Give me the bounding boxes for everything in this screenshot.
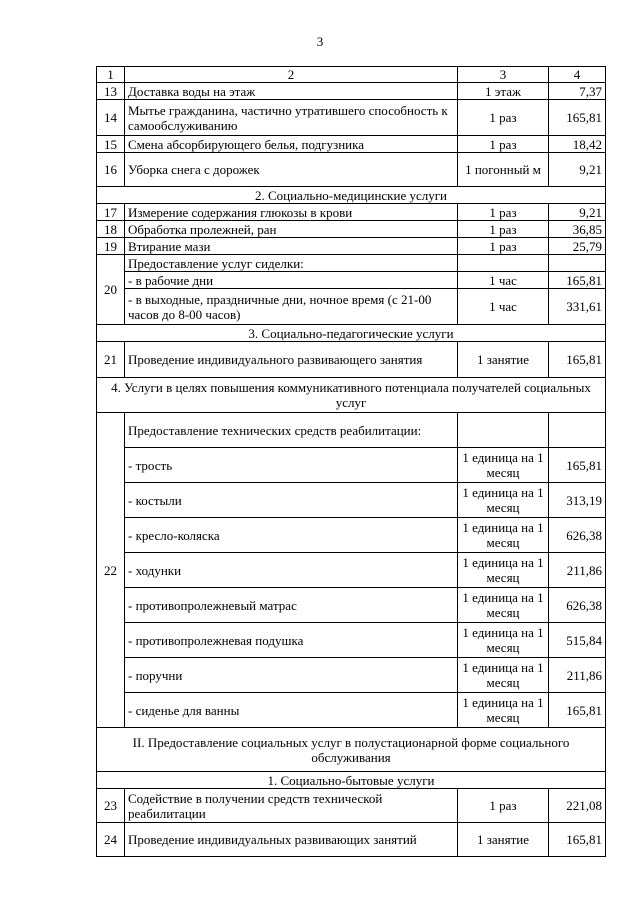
service-price: 515,84 xyxy=(549,623,606,658)
table-row xyxy=(97,789,606,823)
service-name: - поручни xyxy=(125,658,458,693)
service-unit: 1 единица на 1 месяц xyxy=(458,448,549,483)
service-price: 165,81 xyxy=(549,823,606,857)
sub-row xyxy=(97,272,606,289)
row-number: 15 xyxy=(97,136,125,153)
service-name: Уборка снега с дорожек xyxy=(125,153,458,187)
service-name: - противопролежневый матрас xyxy=(125,588,458,623)
service-unit: 1 единица на 1 месяц xyxy=(458,553,549,588)
service-price: 626,38 xyxy=(549,588,606,623)
service-name: Смена абсорбирующего белья, подгузника xyxy=(125,136,458,153)
service-unit: 1 этаж xyxy=(458,83,549,100)
empty-cell xyxy=(458,413,549,448)
row-number: 16 xyxy=(97,153,125,187)
section-row xyxy=(97,187,606,204)
service-unit: 1 занятие xyxy=(458,342,549,378)
service-unit: 1 единица на 1 месяц xyxy=(458,623,549,658)
table-header-row xyxy=(97,67,606,83)
empty-cell xyxy=(549,413,606,448)
table-row xyxy=(97,255,606,272)
service-unit: 1 раз xyxy=(458,789,549,823)
section-heading: 1. Социально-бытовые услуги xyxy=(97,772,606,789)
service-name: - кресло-коляска xyxy=(125,518,458,553)
sub-row xyxy=(97,693,606,728)
service-unit: 1 раз xyxy=(458,221,549,238)
sub-row xyxy=(97,658,606,693)
service-name: - костыли xyxy=(125,483,458,518)
service-price: 331,61 xyxy=(549,289,606,325)
service-name: Измерение содержания глюкозы в крови xyxy=(125,204,458,221)
sub-row xyxy=(97,289,606,325)
service-name: Проведение индивидуальных развивающих занятий xyxy=(125,823,458,857)
header-col-1: 1 xyxy=(97,67,125,83)
header-col-2: 2 xyxy=(125,67,458,83)
sub-row xyxy=(97,553,606,588)
service-unit: 1 раз xyxy=(458,238,549,255)
table-row xyxy=(97,204,606,221)
section-heading: 3. Социально-педагогические услуги xyxy=(97,325,606,342)
section-row xyxy=(97,378,606,413)
table-row xyxy=(97,100,606,136)
service-price: 9,21 xyxy=(549,153,606,187)
service-name: Доставка воды на этаж xyxy=(125,83,458,100)
service-unit: 1 час xyxy=(458,289,549,325)
service-name: - в выходные, праздничные дни, ночное время (с 21-00 часов до 8-00 часов) xyxy=(125,289,458,325)
service-unit: 1 единица на 1 месяц xyxy=(458,693,549,728)
header-col-3: 3 xyxy=(458,67,549,83)
sub-row xyxy=(97,518,606,553)
section-row xyxy=(97,728,606,772)
service-name: - сиденье для ванны xyxy=(125,693,458,728)
section-row xyxy=(97,325,606,342)
service-price: 18,42 xyxy=(549,136,606,153)
sub-row xyxy=(97,588,606,623)
service-name: Обработка пролежней, ран xyxy=(125,221,458,238)
row-number: 21 xyxy=(97,342,125,378)
service-name: - в рабочие дни xyxy=(125,272,458,289)
empty-cell xyxy=(549,255,606,272)
service-name: Содействие в получении средств технической реабилитации xyxy=(125,789,458,823)
tariff-table xyxy=(96,66,606,857)
empty-cell xyxy=(458,255,549,272)
service-price: 211,86 xyxy=(549,553,606,588)
row-number: 20 xyxy=(97,255,125,325)
service-price: 36,85 xyxy=(549,221,606,238)
table-row xyxy=(97,823,606,857)
service-unit: 1 единица на 1 месяц xyxy=(458,518,549,553)
service-price: 7,37 xyxy=(549,83,606,100)
service-price: 165,81 xyxy=(549,693,606,728)
service-name: Предоставление технических средств реабилитации: xyxy=(125,413,458,448)
table-row xyxy=(97,136,606,153)
service-price: 165,81 xyxy=(549,272,606,289)
service-unit: 1 раз xyxy=(458,136,549,153)
table-row xyxy=(97,342,606,378)
sub-row xyxy=(97,448,606,483)
service-price: 25,79 xyxy=(549,238,606,255)
service-unit: 1 единица на 1 месяц xyxy=(458,658,549,693)
service-unit: 1 раз xyxy=(458,100,549,136)
service-name: - трость xyxy=(125,448,458,483)
service-price: 9,21 xyxy=(549,204,606,221)
section-heading: II. Предоставление социальных услуг в полустационарной форме социального обслуживания xyxy=(97,728,606,772)
service-price: 626,38 xyxy=(549,518,606,553)
service-unit: 1 погонный м xyxy=(458,153,549,187)
section-row xyxy=(97,772,606,789)
page-number: 3 xyxy=(316,34,324,49)
table-row xyxy=(97,413,606,448)
service-name: Проведение индивидуального развивающего занятия xyxy=(125,342,458,378)
service-price: 221,08 xyxy=(549,789,606,823)
row-number: 19 xyxy=(97,238,125,255)
table-row xyxy=(97,83,606,100)
service-price: 211,86 xyxy=(549,658,606,693)
service-unit: 1 раз xyxy=(458,204,549,221)
service-name: Втирание мази xyxy=(125,238,458,255)
section-heading: 4. Услуги в целях повышения коммуникативного потенциала получателей социальных услуг xyxy=(97,378,606,413)
row-number: 17 xyxy=(97,204,125,221)
header-col-4: 4 xyxy=(549,67,606,83)
section-heading: 2. Социально-медицинские услуги xyxy=(97,187,606,204)
service-unit: 1 единица на 1 месяц xyxy=(458,483,549,518)
service-price: 165,81 xyxy=(549,342,606,378)
service-name: - ходунки xyxy=(125,553,458,588)
service-price: 165,81 xyxy=(549,448,606,483)
sub-row xyxy=(97,483,606,518)
table-row xyxy=(97,238,606,255)
row-number: 22 xyxy=(97,413,125,728)
service-price: 165,81 xyxy=(549,100,606,136)
service-price: 313,19 xyxy=(549,483,606,518)
sub-row xyxy=(97,623,606,658)
table-row xyxy=(97,153,606,187)
service-name: Предоставление услуг сиделки: xyxy=(125,255,458,272)
row-number: 23 xyxy=(97,789,125,823)
service-name: Мытье гражданина, частично утратившего способность к самообслуживанию xyxy=(125,100,458,136)
service-unit: 1 единица на 1 месяц xyxy=(458,588,549,623)
service-unit: 1 час xyxy=(458,272,549,289)
service-name: - противопролежневая подушка xyxy=(125,623,458,658)
row-number: 24 xyxy=(97,823,125,857)
row-number: 18 xyxy=(97,221,125,238)
row-number: 14 xyxy=(97,100,125,136)
table-row xyxy=(97,221,606,238)
row-number: 13 xyxy=(97,83,125,100)
service-unit: 1 занятие xyxy=(458,823,549,857)
